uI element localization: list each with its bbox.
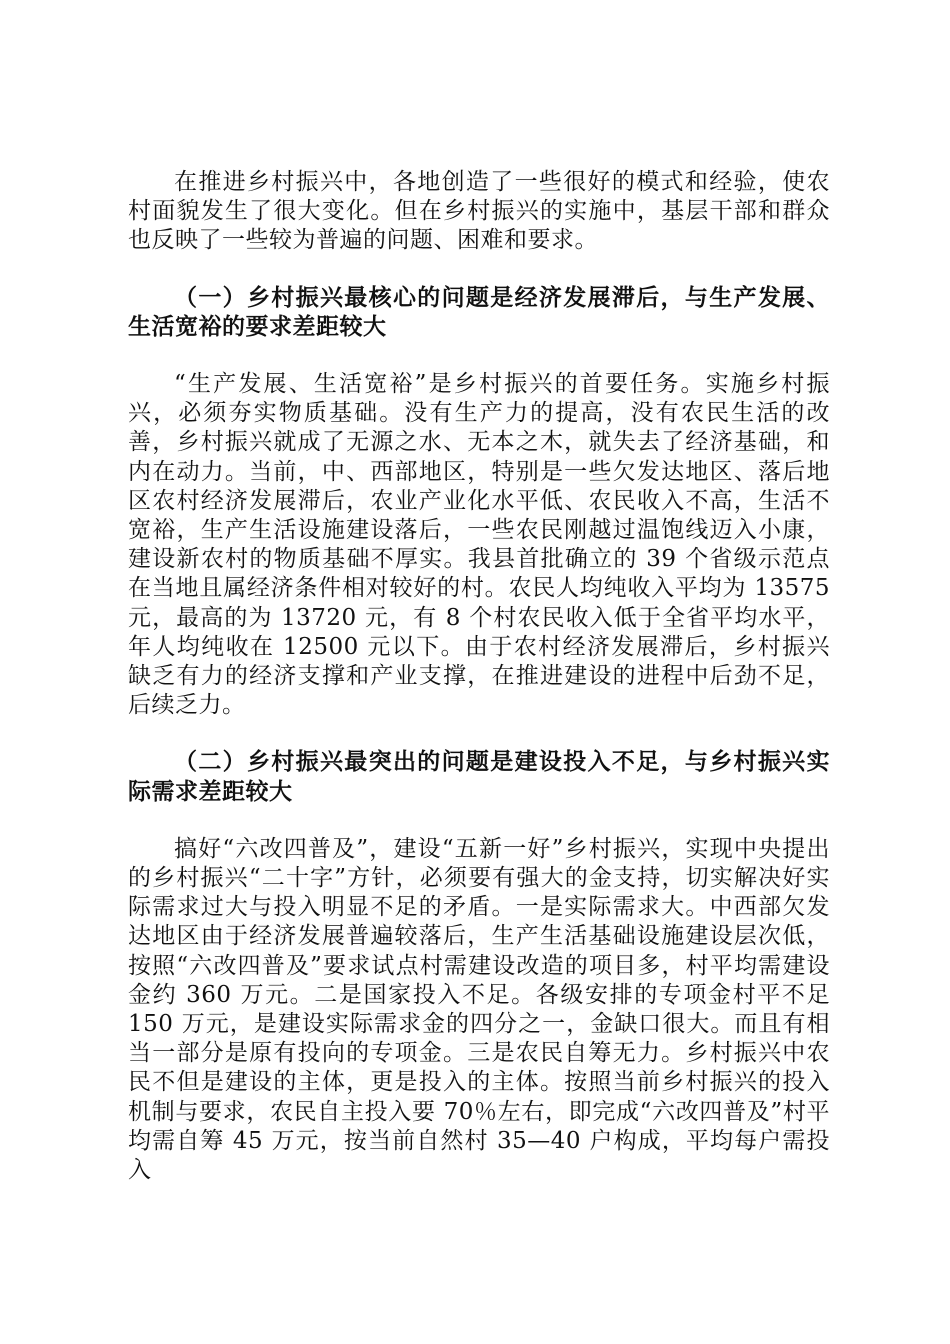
section-1-heading: （一）乡村振兴最核心的问题是经济发展滞后，与生产发展、生活宽裕的要求差距较大 <box>128 284 830 340</box>
section-2-heading: （二）乡村振兴最突出的问题是建设投入不足，与乡村振兴实际需求差距较大 <box>128 749 830 805</box>
document-page <box>128 168 830 1185</box>
section-2-paragraph: 搞好“六改四普及”，建设“五新一好”乡村振兴，实现中央提出的乡村振兴“二十字”方针，必须要有强大的金支持，切实解决好实际需求过大与投入明显不足的矛盾。一是实际需求大。中西部欠发达地区由于经济发展普遍较落后，生产生活基础设施建设层次低，按照“六改四普及”要求试点村需建设改造的项目多，村平均需建设金约 360 万元。二是国家投入不足。各级安排的专项金村平不足 150 万元，是建设实际需求金的四分之一，金缺口很大。而且有相当一部分是原有投向的专项金。三是农民自筹无力。乡村振兴中农民不但是建设的主体，更是投入的主体。按照当前乡村振兴的投入机制与要求，农民自主投入要 70％左右，即完成“六改四普及”村平均需自筹 45 万元，按当前自然村 35—40 户构成，平均每户需投入 <box>128 835 830 1184</box>
intro-paragraph: 在推进乡村振兴中，各地创造了一些很好的模式和经验，使农村面貌发生了很大变化。但在乡村振兴的实施中，基层干部和群众也反映了一些较为普遍的问题、困难和要求。 <box>128 169 830 254</box>
section-1-paragraph: “生产发展、生活宽裕”是乡村振兴的首要任务。实施乡村振兴，必须夯实物质基础。没有生产力的提高，没有农民生活的改善，乡村振兴就成了无源之水、无本之木，就失去了经济基础，和内在动力。当前，中、西部地区，特别是一些欠发达地区、落后地区农村经济发展滞后，农业产业化水平低、农民收入不高，生活不宽裕，生产生活设施建设落后，一些农民刚越过温饱线迈入小康，建设新农村的物质基础不厚实。我县首批确立的 39 个省级示范点在当地且属经济条件相对较好的村。农民人均纯收入平均为 13575 元，最高的为 13720 元，有 8 个村农民收入低于全省平均水平，年人均纯收在 12500 元以下。由于农村经济发展滞后，乡村振兴缺乏有力的经济支撑和产业支撑，在推进建设的进程中后劲不足，后续乏力。 <box>128 371 830 719</box>
